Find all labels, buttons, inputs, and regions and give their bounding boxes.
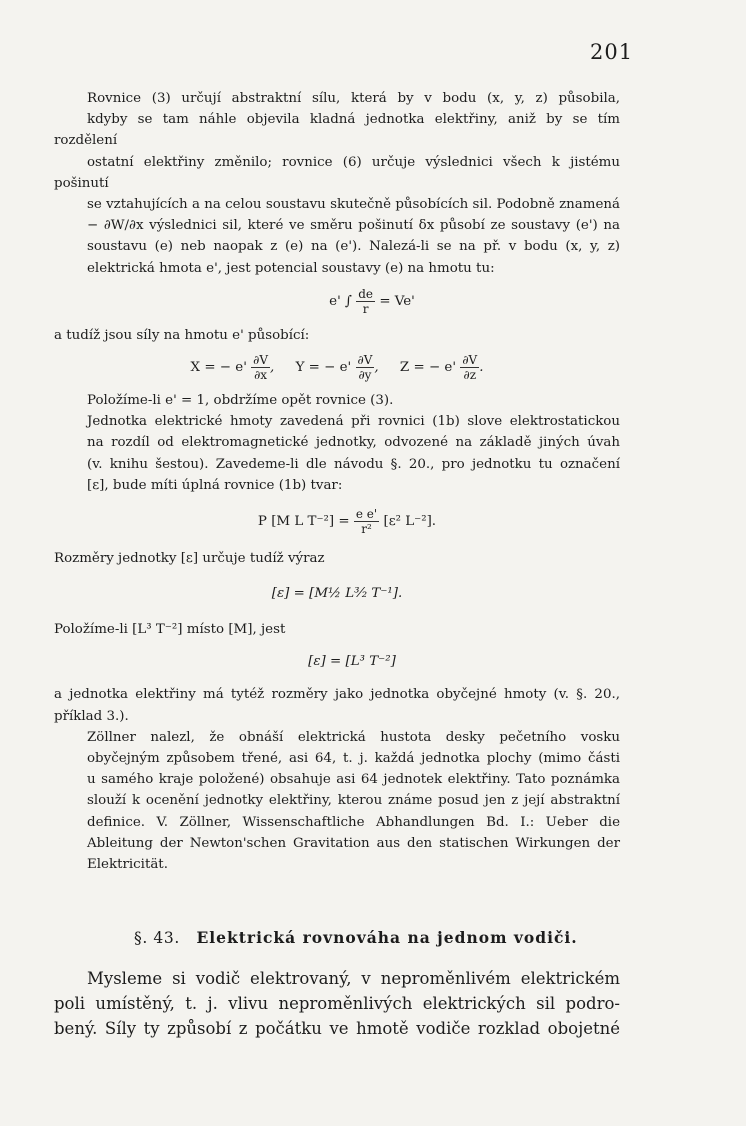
section-title: Elektrická rovnováha na jednom vodiči. <box>196 928 578 947</box>
paragraph-3: Položíme-li e' = 1, obdržíme opět rovnice (3). <box>87 393 394 409</box>
section-text: Mysleme si vodič elektrovaný, v neproměnlivém elektrickém poli umístěný, t. j. vlivu neproměnlivých elektrických sil podro- bený. Síly ty způsobí z počátku ve hmotě vodiče rozklad obojetné <box>54 969 620 1038</box>
paragraph-8: Zöllner nalezl, že obnáší elektrická hustota desky pečetního vosku obyčejným způsobem třené, asi 64, t. j. každá jednotka plochy (mimo části u samého kraje položené) obsahuje asi 64 jednotek elektřiny. Tato poznámka slouží k ocenění jednotky elektřiny, kterou známe posud jen z její abstraktní definice. V. Zöllner, Wissenschaftliche Abhandlungen Bd. I.: Ueber die Ableitung der Newton'schen Gravitation aus den statischen Wirkungen der Elektricität. <box>87 729 620 873</box>
equation-epsilon-2: [ε] = [L³ T⁻²] <box>308 654 396 670</box>
paragraph-5: Rozměry jednotky [ε] určuje tudíž výraz <box>54 551 325 567</box>
equation-forces: X = − e' $\frac{\partial V}{\partial x}$ , Y = − e' $\frac{\partial V}{\partial y}$ , Z = − e' $\frac{\partial V}{\partial z}$ . <box>190 353 484 383</box>
paragraph-2: a tudíž jsou síly na hmotu e' působící: <box>54 327 310 343</box>
page-number: 201 <box>590 40 634 64</box>
paragraph-7: a jednotka elektřiny má tytéž rozměry jako jednotka obyčejné hmoty (v. §. 20., příklad 3.). <box>54 687 620 724</box>
section-heading <box>134 928 594 947</box>
paragraph-1: Rovnice (3) určují abstraktní sílu, která by v bodu (x, y, z) působila, kdyby se tam náhle objevila kladná jednotka elektřiny, aniž by se tím rozdělení ostatní elektřiny změnilo; rovnice (6) určuje výslednici všech k jistému pošinutí se vztahujících a na celou soustavu skutečně působících sil. Podobně znamená − ∂W/∂x výslednici sil, které ve směru pošinutí δx působí ze soustavy (e') na soustavu (e) neb naopak z (e) na (e'). Nalezá-li se na př. v bodu (x, y, z) elektrická hmota e', jest potencial soustavy (e) na hmotu tu: <box>54 91 620 276</box>
equation-dimensions: P [M L T⁻²] = $\frac{\text{e e'}}{\text{r²}}$ [ε² L⁻²]. <box>257 507 437 537</box>
equation-potential: e' ∫ $\frac{de}{r}$ = Ve' <box>329 286 415 316</box>
section-number: §. 43. <box>134 929 180 947</box>
paragraph-6: Položíme-li [L³ T⁻²] místo [M], jest <box>54 622 286 638</box>
fraction: $\frac{de}{r}$ <box>358 286 374 316</box>
body-text <box>54 88 620 875</box>
equation-epsilon-1: [ε] = [M½ L³⁄₂ T⁻¹]. <box>271 586 403 602</box>
paragraph-4: Jednotka elektrické hmoty zavedená při rovnici (1b) slove elektrostatickou na rozdíl od elektromagnetické jednotky, odvozené na základě jiných úvah (v. knihu šestou). Zavedeme-li dle návodu §. 20., pro jednotku tu označení [ε], bude míti úplná rovnice (1b) tvar: <box>87 414 620 493</box>
